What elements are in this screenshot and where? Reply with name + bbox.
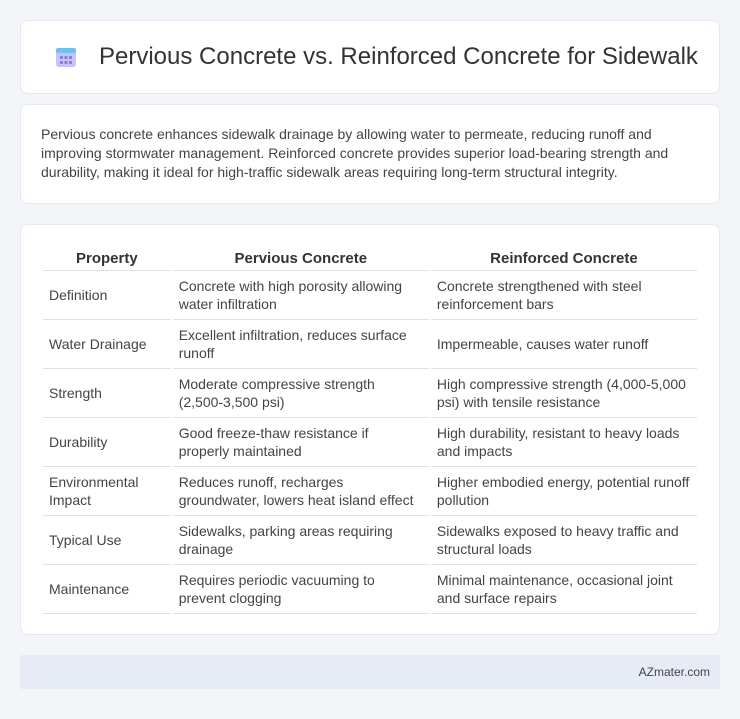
header-property: Property [43, 245, 171, 271]
cell-property: Maintenance [43, 565, 171, 614]
table-row [43, 516, 697, 565]
cell-reinforced: Impermeable, causes water runoff [431, 320, 697, 369]
cell-reinforced: Higher embodied energy, potential runoff pollution [431, 467, 697, 516]
header-reinforced: Reinforced Concrete [431, 245, 697, 271]
comparison-table [41, 245, 699, 614]
table-header-row [43, 245, 697, 271]
cell-pervious: Good freeze-thaw resistance if properly maintained [173, 418, 429, 467]
cell-reinforced: High durability, resistant to heavy loads and impacts [431, 418, 697, 467]
summary-card [20, 104, 720, 204]
cell-property: Environmental Impact [43, 467, 171, 516]
header-pervious: Pervious Concrete [173, 245, 429, 271]
cell-reinforced: Minimal maintenance, occasional joint and surface repairs [431, 565, 697, 614]
cell-reinforced: Sidewalks exposed to heavy traffic and structural loads [431, 516, 697, 565]
cell-property: Definition [43, 271, 171, 320]
cell-reinforced: Concrete strengthened with steel reinforcement bars [431, 271, 697, 320]
cell-pervious: Concrete with high porosity allowing water infiltration [173, 271, 429, 320]
cell-pervious: Moderate compressive strength (2,500-3,500 psi) [173, 369, 429, 418]
table-row [43, 565, 697, 614]
table-row [43, 320, 697, 369]
header-card [20, 20, 720, 94]
cell-reinforced: High compressive strength (4,000-5,000 psi) with tensile resistance [431, 369, 697, 418]
comparison-table-card [20, 224, 720, 635]
cell-pervious: Requires periodic vacuuming to prevent clogging [173, 565, 429, 614]
cell-property: Water Drainage [43, 320, 171, 369]
footer-bar [20, 655, 720, 689]
table-row [43, 467, 697, 516]
cell-property: Typical Use [43, 516, 171, 565]
table-row [43, 418, 697, 467]
cell-pervious: Sidewalks, parking areas requiring drainage [173, 516, 429, 565]
footer-brand: AZmater.com [638, 665, 710, 679]
cell-pervious: Excellent infiltration, reduces surface runoff [173, 320, 429, 369]
cell-pervious: Reduces runoff, recharges groundwater, lowers heat island effect [173, 467, 429, 516]
table-row [43, 369, 697, 418]
calendar-grid-icon [55, 46, 77, 68]
cell-property: Durability [43, 418, 171, 467]
cell-property: Strength [43, 369, 171, 418]
page-title: Pervious Concrete vs. Reinforced Concrete for Sidewalk [99, 43, 698, 70]
summary-text: Pervious concrete enhances sidewalk drainage by allowing water to permeate, reducing runoff and improving stormwater management. Reinforced concrete provides superior load-bearing strength and durability, making it ideal for high-traffic sidewalk areas requiring long-term structural integrity. [41, 126, 669, 180]
table-row [43, 271, 697, 320]
